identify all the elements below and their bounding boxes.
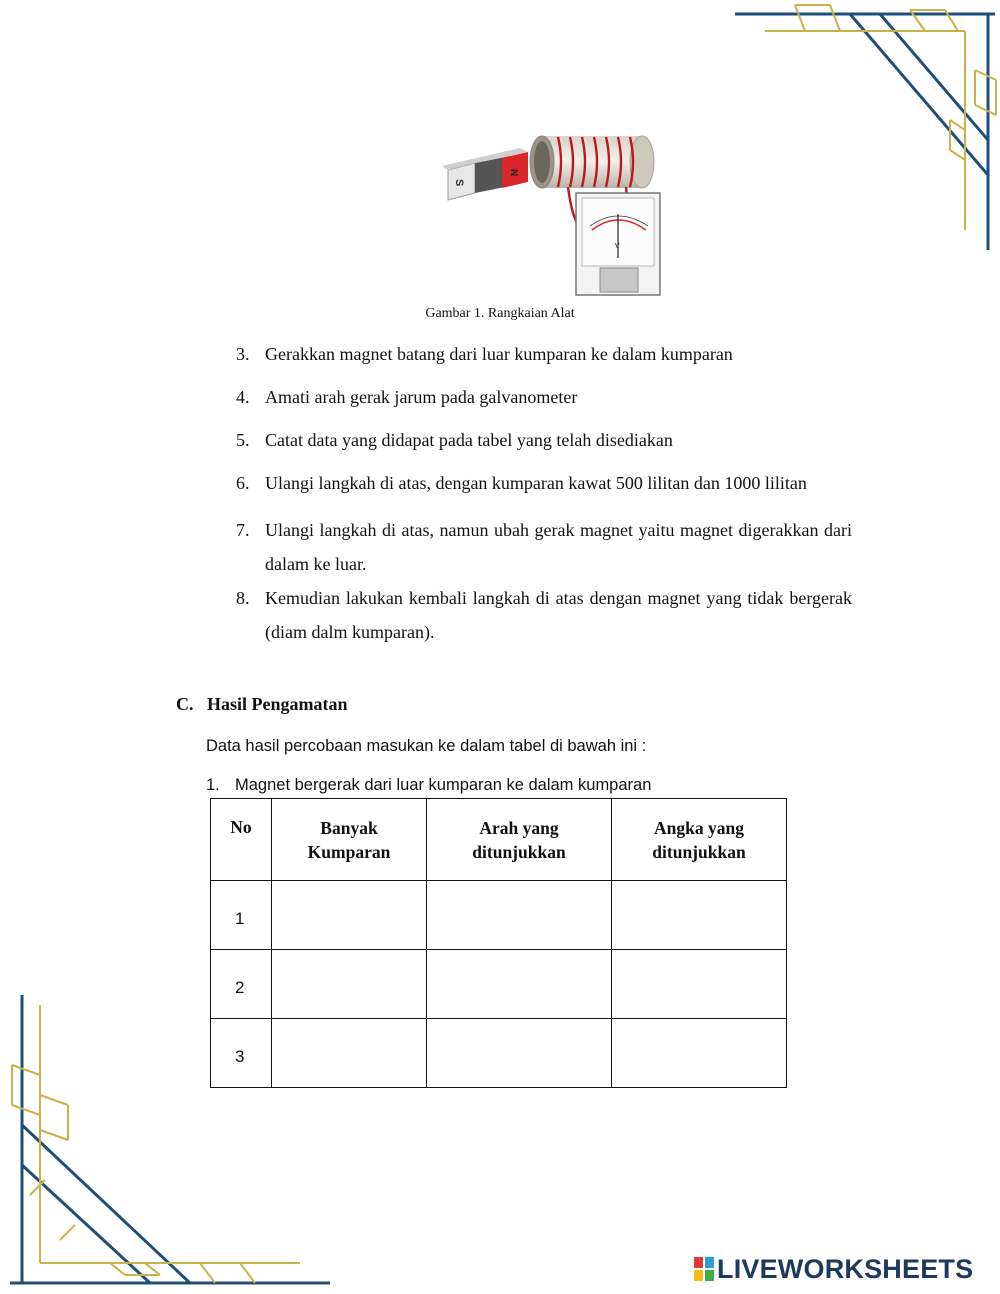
- liveworksheets-brand[interactable]: [693, 1254, 973, 1284]
- step-text: Catat data yang didapat pada tabel yang telah disediakan: [265, 430, 673, 450]
- coil-tube: [530, 136, 654, 188]
- step-text: Gerakkan magnet batang dari luar kumparan ke dalam kumparan: [265, 344, 733, 364]
- angka-cell[interactable]: [612, 1019, 787, 1088]
- subheading-text: Magnet bergerak dari luar kumparan ke dalam kumparan: [235, 776, 652, 794]
- section-letter: C.: [176, 694, 194, 714]
- step-5: [236, 423, 852, 457]
- banyak-kumparan-cell[interactable]: [272, 881, 427, 950]
- brand-name: LIVEWORKSHEETS: [717, 1253, 974, 1284]
- section-heading: [176, 694, 348, 715]
- header-banyak-kumparan: [272, 799, 427, 881]
- angka-cell[interactable]: [612, 950, 787, 1019]
- arah-cell[interactable]: [427, 1019, 612, 1088]
- header-angka: [612, 799, 787, 881]
- step-number: 6.: [236, 473, 250, 493]
- step-number: 3.: [236, 344, 250, 364]
- row-number: 2: [211, 950, 272, 1019]
- table-subheading: [206, 776, 651, 795]
- row-number: 3: [211, 1019, 272, 1088]
- step-text: Amati arah gerak jarum pada galvanometer: [265, 387, 578, 407]
- header-arah: [427, 799, 612, 881]
- corner-frame-top-right: [730, 0, 1000, 250]
- step-text: Kemudian lakukan kembali langkah di atas dengan magnet yang tidak bergerak (diam dalm kumparan).: [265, 588, 852, 642]
- table-row: [211, 881, 787, 950]
- step-number: 5.: [236, 430, 250, 450]
- circuit-figure: [440, 118, 665, 298]
- arah-cell[interactable]: [427, 881, 612, 950]
- corner-frame-bottom-left: [0, 995, 335, 1294]
- arah-cell[interactable]: [427, 950, 612, 1019]
- bar-magnet: [442, 148, 528, 200]
- galvanometer: [576, 193, 660, 295]
- magnet-pole-s: S: [453, 179, 465, 187]
- angka-cell[interactable]: [612, 881, 787, 950]
- magnet-pole-n: N: [508, 169, 519, 177]
- meter-symbol: v: [615, 240, 620, 250]
- header-angka-text: Angka yang ditunjukkan: [652, 817, 746, 862]
- liveworksheets-logo-icon: [693, 1256, 715, 1282]
- step-3: [236, 337, 852, 371]
- step-number: 4.: [236, 387, 250, 407]
- figure-caption: Gambar 1. Rangkaian Alat: [425, 306, 575, 321]
- step-number: 7.: [236, 520, 250, 540]
- step-7: [236, 513, 852, 581]
- step-text: Ulangi langkah di atas, dengan kumparan kawat 500 lilitan dan 1000 lilitan: [265, 473, 807, 493]
- step-text: Ulangi langkah di atas, namun ubah gerak magnet yaitu magnet digerakkan dari dalam ke luar.: [265, 520, 852, 574]
- row-number: 1: [211, 881, 272, 950]
- header-arah-text: Arah yang ditunjukkan: [472, 817, 566, 862]
- step-4: [236, 380, 852, 414]
- table-header-row: [211, 799, 787, 881]
- step-6: [236, 466, 861, 500]
- section-title: Hasil Pengamatan: [207, 694, 348, 714]
- header-no: No: [211, 799, 272, 881]
- header-banyak-kumparan-text: Banyak Kumparan: [307, 817, 391, 862]
- subheading-number: 1.: [206, 776, 220, 794]
- step-8: [236, 581, 852, 649]
- step-number: 8.: [236, 588, 250, 608]
- intro-text: Data hasil percobaan masukan ke dalam tabel di bawah ini :: [206, 737, 647, 755]
